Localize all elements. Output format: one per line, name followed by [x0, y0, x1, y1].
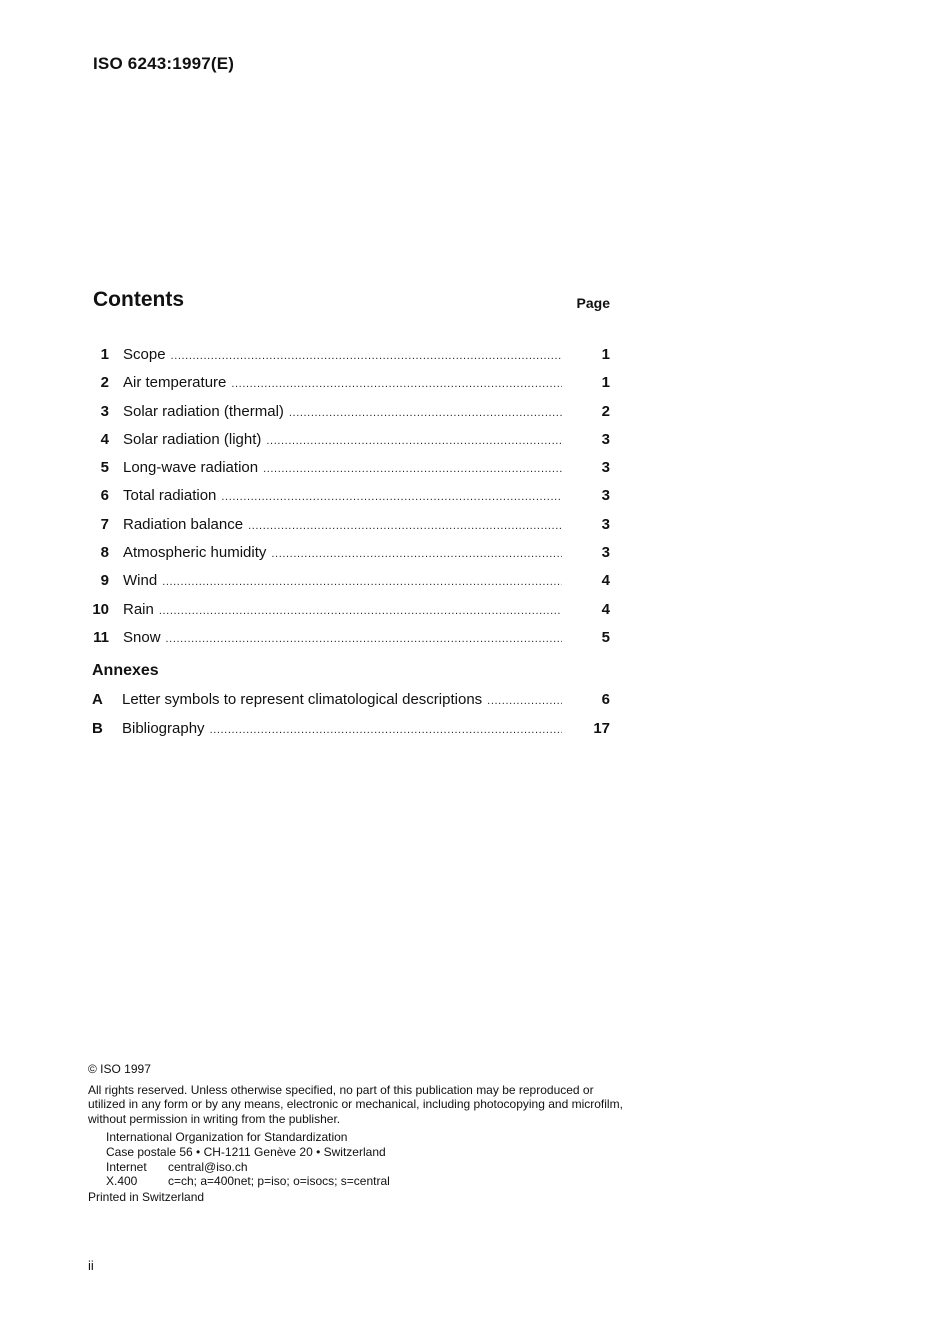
dot-leader [171, 342, 562, 370]
toc-annex-entry[interactable] [88, 715, 610, 743]
toc-entry-title: Radiation balance [123, 515, 244, 533]
toc-entry-title: Solar radiation (thermal) [123, 402, 284, 420]
toc-entry-title: Wind [123, 572, 158, 590]
postal-address: Case postale 56 • CH-1211 Genève 20 • Switzerland [106, 1144, 386, 1159]
toc-entry-number: 6 [100, 487, 109, 505]
toc-entry-page: 1 [601, 346, 610, 363]
toc-entry-number: 9 [100, 572, 109, 590]
dot-leader [266, 427, 562, 455]
toc-entry[interactable] [88, 482, 610, 510]
dot-leader [221, 483, 562, 511]
toc-entry[interactable] [88, 624, 610, 652]
toc-entry-number: 2 [100, 374, 109, 392]
toc-entry-page: 4 [601, 572, 610, 590]
toc-entry[interactable] [88, 567, 610, 595]
annexes-heading: Annexes [92, 662, 159, 680]
toc-entry[interactable] [88, 454, 610, 482]
toc-entry-page: 5 [601, 628, 610, 646]
internet-label: Internet [106, 1159, 147, 1174]
x400-contact [106, 1174, 628, 1189]
toc-entry-number: 10 [92, 600, 109, 618]
dot-leader [289, 399, 562, 427]
toc-entry-number: 3 [100, 402, 109, 420]
toc-annex-title: Bibliography [122, 719, 205, 737]
dot-leader [210, 716, 562, 744]
toc-entry-page: 3 [601, 515, 610, 533]
toc-entry-page: 2 [601, 402, 610, 420]
toc-entry-page: 1 [601, 374, 610, 392]
page-column-header: Page [576, 295, 610, 311]
toc-entry[interactable] [88, 426, 610, 454]
dot-leader [166, 625, 562, 653]
publisher-address [88, 1130, 628, 1188]
toc-annex-page: 6 [601, 691, 610, 709]
copyright-notice: © ISO 1997 [88, 1062, 151, 1076]
toc-entry[interactable] [88, 341, 610, 369]
toc-annex-entry[interactable] [88, 686, 610, 714]
toc-entry-number: 5 [100, 459, 109, 477]
toc-entry[interactable] [88, 511, 610, 539]
toc-entry[interactable] [88, 398, 610, 426]
toc-entry-title: Snow [123, 628, 161, 646]
toc-entry-page: 3 [601, 487, 610, 505]
x400-label: X.400 [106, 1174, 138, 1189]
toc-entry[interactable] [88, 539, 610, 567]
toc-entry-title: Atmospheric humidity [123, 544, 267, 562]
dot-leader [263, 455, 562, 483]
toc-entry[interactable] [88, 369, 610, 397]
toc-entry-title: Total radiation [123, 487, 217, 505]
dot-leader [159, 597, 562, 625]
toc-entry-title: Air temperature [123, 374, 227, 392]
toc-entry-title: Long-wave radiation [123, 459, 259, 477]
publisher-name: International Organization for Standardization [106, 1130, 348, 1145]
toc-entry-number: 4 [100, 430, 109, 448]
toc-annex-title: Letter symbols to represent climatological descriptions [122, 691, 483, 709]
copyright-block [88, 1062, 628, 1204]
toc-entry-page: 3 [601, 430, 610, 448]
toc-entry-number: 8 [100, 544, 109, 562]
dot-leader [231, 370, 562, 398]
page-number: ii [88, 1258, 94, 1273]
dot-leader [271, 540, 562, 568]
internet-address[interactable]: central@iso.ch [168, 1159, 248, 1174]
toc-annex-letter: B [92, 719, 103, 737]
document-id: ISO 6243:1997(E) [93, 54, 235, 73]
toc-annex-letter: A [92, 691, 103, 709]
dot-leader [248, 512, 562, 540]
toc-entry-page: 3 [601, 459, 610, 477]
dot-leader [487, 687, 562, 715]
dot-leader [162, 568, 562, 596]
toc-entry-page: 4 [601, 600, 610, 618]
toc-entry-page: 3 [601, 544, 610, 562]
x400-address: c=ch; a=400net; p=iso; o=isocs; s=central [168, 1174, 390, 1189]
toc-entry[interactable] [88, 596, 610, 624]
toc-entry-title: Solar radiation (light) [123, 430, 262, 448]
table-of-contents [88, 341, 610, 743]
toc-entry-title: Scope [123, 346, 166, 363]
contents-title: Contents [93, 288, 184, 311]
toc-entry-title: Rain [123, 600, 154, 618]
toc-entry-number: 1 [100, 346, 109, 363]
toc-entry-number: 7 [100, 515, 109, 533]
toc-entry-number: 11 [93, 628, 109, 646]
internet-contact [106, 1160, 628, 1175]
rights-statement: All rights reserved. Unless otherwise specified, no part of this publication may be reproduced or utilized in any form or by any means, electronic or mechanical, including photocopying and microfilm, without permission in writing from the publisher. [88, 1082, 623, 1126]
printed-in: Printed in Switzerland [88, 1189, 205, 1204]
toc-annex-page: 17 [593, 719, 610, 737]
